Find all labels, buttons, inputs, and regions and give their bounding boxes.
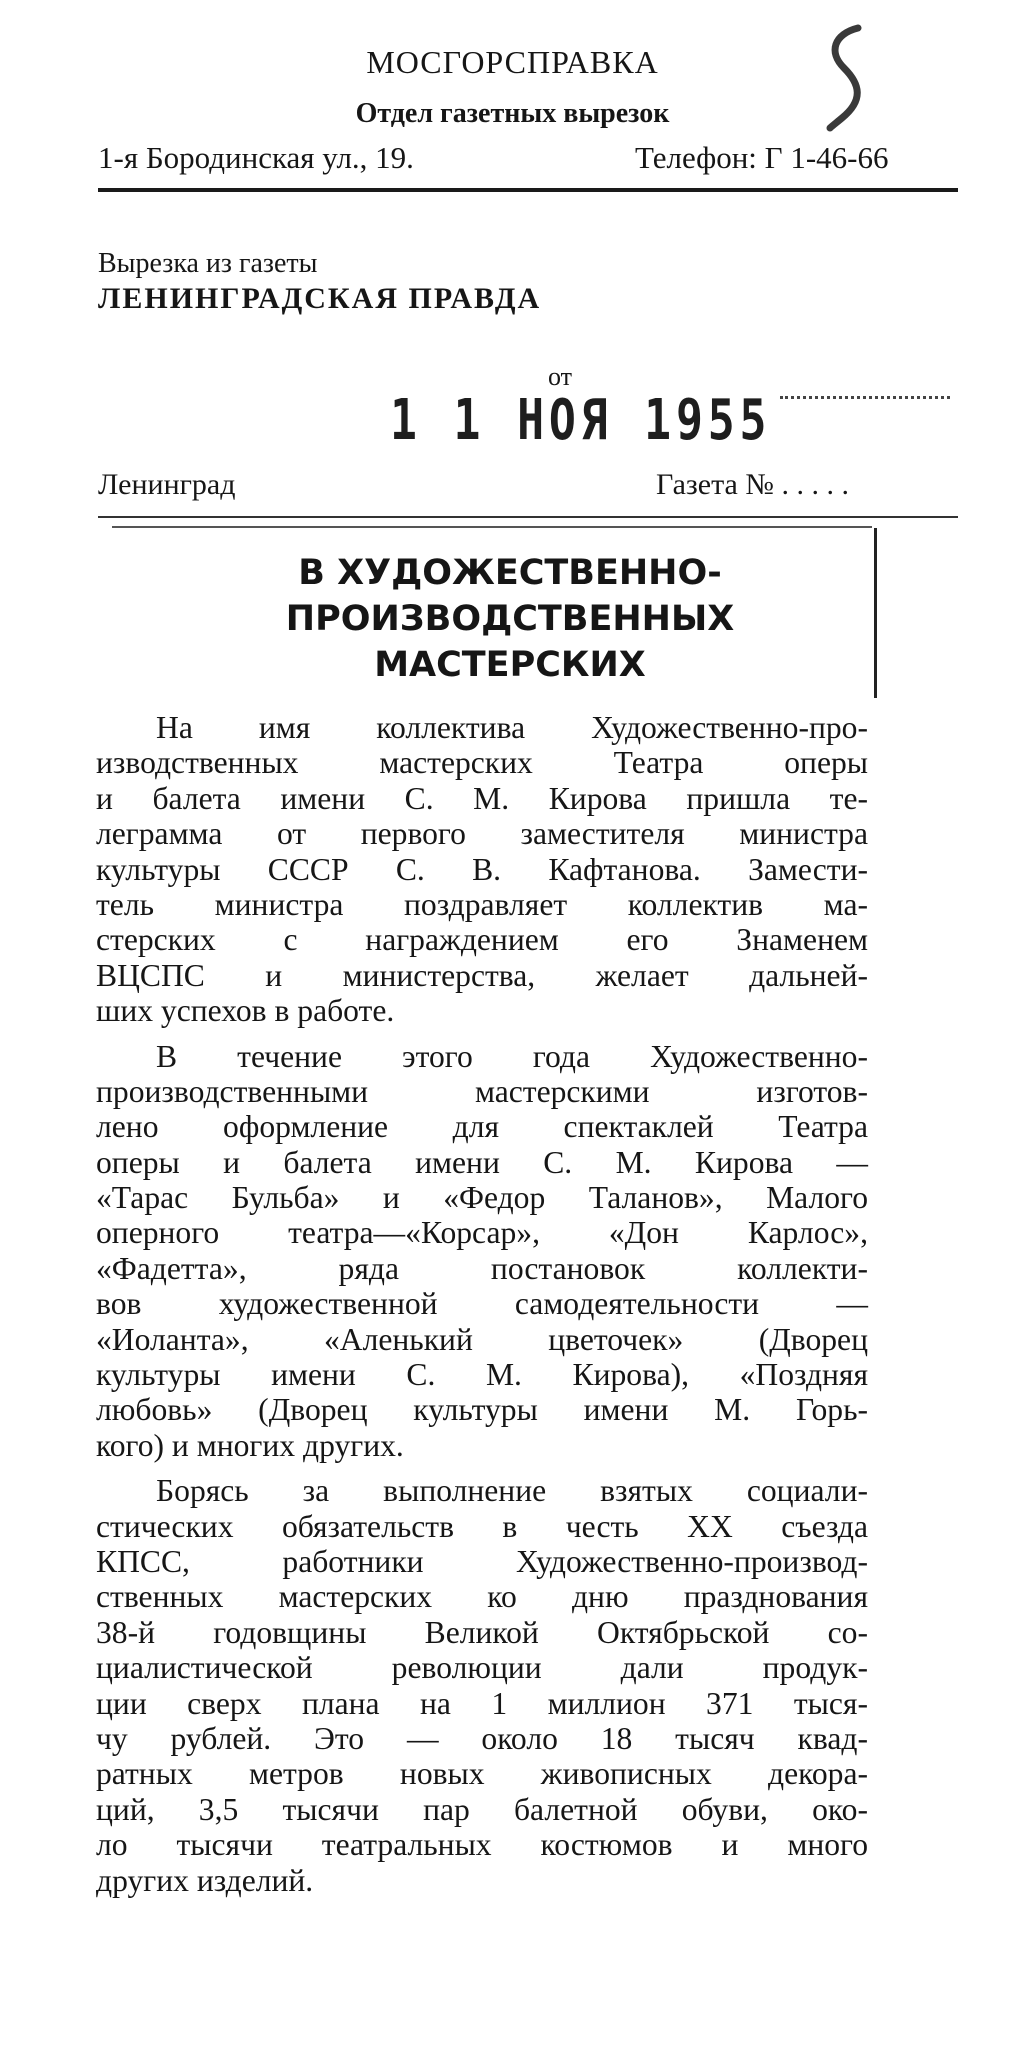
article-line: ратных метров новых живописных декора- [96, 1756, 868, 1792]
article-line: лено оформление для спектаклей Театра [96, 1109, 868, 1145]
headline-line: ПРОИЗВОДСТВЕННЫХ [285, 599, 735, 639]
article-line: «Фадетта», ряда постановок коллекти- [96, 1250, 868, 1286]
article-line: ВЦСПС и министерства, желает дальней- [96, 957, 868, 993]
article-paragraph [96, 1039, 868, 1464]
article-line: и балета имени С. М. Кирова пришла те- [96, 780, 868, 816]
article-line: «Тарас Бульба» и «Федор Таланов», Малого [96, 1180, 868, 1216]
org-name: МОСГОРСПРАВКА [366, 44, 659, 80]
article-line: На имя коллектива Художественно-про- [156, 710, 868, 745]
article-line: культуры СССР С. В. Кафтанова. Замести- [96, 851, 868, 887]
header-divider [98, 188, 958, 192]
department-name: Отдел газетных вырезок [355, 98, 670, 129]
article-line: оперы и балета имени С. М. Кирова — [96, 1144, 868, 1180]
article-line: циалистической революции дали продук- [96, 1650, 868, 1686]
article-line: культуры имени С. М. Кирова), «Поздняя [96, 1357, 868, 1393]
article-line: В течение этого года Художественно- [156, 1038, 868, 1074]
date-label: от [548, 362, 573, 391]
article-line: вов художественной самодеятельности — [96, 1286, 868, 1322]
clipping-from-label: Вырезка из газеты [98, 248, 318, 279]
headline-line: В ХУДОЖЕСТВЕННО- [298, 553, 722, 593]
phone-number: Телефон: Г 1-46-66 [635, 140, 889, 175]
article-line: ции сверх плана на 1 миллион 371 тыся- [96, 1685, 868, 1721]
article-line: ственных мастерских ко дню празднования [96, 1579, 868, 1615]
article-line: тель министра поздравляет коллектив ма- [96, 886, 868, 922]
article-line: чу рублей. Это — около 18 тысяч квад- [96, 1720, 868, 1756]
article-line: производственными мастерскими изготов- [96, 1073, 868, 1109]
article-line: леграмма от первого заместителя министра [96, 816, 868, 852]
date-dotted-leader [780, 396, 950, 399]
article-body [96, 710, 868, 1908]
date-stamp: 1 1 НОЯ 1955 [390, 388, 772, 453]
article-line: других изделий. [96, 1862, 314, 1898]
article-line: стических обязательств в честь XX съезда [96, 1508, 868, 1544]
newspaper-name: ЛЕНИНГРАДСКАЯ ПРАВДА [98, 282, 542, 315]
article-line: ций, 3,5 тысячи пар балетной обуви, око- [96, 1791, 868, 1827]
article-line: любовь» (Дворец культуры имени М. Горь- [96, 1392, 868, 1428]
article-line: ло тысячи театральных костюмов и много [96, 1827, 868, 1863]
article-headline [180, 550, 840, 688]
article-line: КПСС, работники Художественно-производ- [96, 1543, 868, 1579]
column-side-rule [874, 528, 877, 698]
paper-number-label: Газета № . . . . . [656, 468, 849, 501]
column-top-rule [112, 526, 872, 528]
article-line: ших успехов в работе. [96, 993, 395, 1029]
section-divider [98, 516, 958, 518]
headline-line: МАСТЕРСКИХ [374, 645, 646, 685]
address: 1-я Бородинская ул., 19. [98, 140, 414, 175]
article-line: оперного театра—«Корсар», «Дон Карлос», [96, 1215, 868, 1251]
handwritten-s-mark-icon [824, 22, 868, 132]
article-line: Борясь за выполнение взятых социали- [156, 1473, 868, 1509]
article-line: кого) и многих других. [96, 1427, 404, 1463]
article-line: изводственных мастерских Театра оперы [96, 745, 868, 781]
article-paragraph [96, 1473, 868, 1898]
article-line: 38-й годовщины Великой Октябрьской со- [96, 1614, 868, 1650]
article-line: «Иоланта», «Аленький цветочек» (Дворец [96, 1321, 868, 1357]
city: Ленинград [98, 468, 236, 501]
article-paragraph [96, 710, 868, 1029]
article-line: стерских с награждением его Знаменем [96, 922, 868, 958]
